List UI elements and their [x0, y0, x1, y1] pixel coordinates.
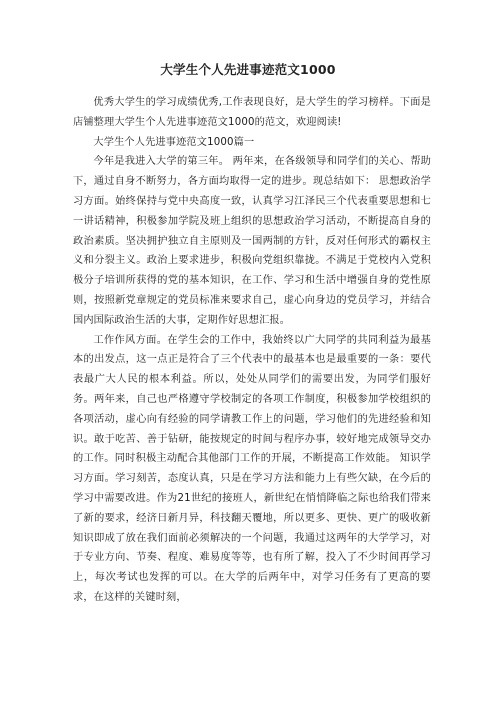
- body-paragraph: 工作作风方面。在学生会的工作中，我始终以广大同学的共同利益为最基本的出发点，这一点正是符合了三个代表中的最基本也是最重要的一条：要代表最广大人民的根本利益。所以，处处从同学们的需要出发，为同学们服好务。两年来，自己也严格遵守学校制定的各项工作制度，积极参加学校组织的各项活动，虚心向有经验的同学请教工作上的问题，学习他们的先进经验和知识。敢于吃苦、善于钻研，能按规定的时间与程序办事，较好地完成领导交办的工作。同时积极主动配合其他部门工作的开展，不断提高工作效能。 知识学习方面。学习刻苦，态度认真，只是在学习方法和能力上有些欠缺，在今后的学习中需要改进。作为21世纪的接班人，新世纪在悄悄降临之际也给我们带来了新的要求，经济日新月异，科技翻天覆地，所以更多、更快、更广的吸收新知识即成了放在我们面前必须解决的一个问题，我通过这两年的大学学习，对于专业方向、节奏、程度、难易度等等，也有所了解，投入了不少时间再学习上，每次考试也发挥的可以。在大学的后两年中，对学习任务有了更高的要求，在这样的关键时刻，: [73, 334, 431, 603]
- document-title: 大学生个人先进事迹范文1000: [160, 62, 336, 77]
- document-body: [73, 93, 431, 608]
- section-heading: 大学生个人先进事迹范文1000篇一: [93, 136, 255, 148]
- intro-paragraph: 优秀大学生的学习成绩优秀,工作表现良好，是大学生的学习榜样。下面是店铺整理大学生个人先进事迹范文1000的范文，欢迎阅读!: [73, 97, 431, 128]
- body-paragraph: 今年是我进入大学的第三年。 两年来，在各级领导和同学们的关心、帮助下，通过自身不断努力，各方面均取得一定的进步。现总结如下： 思想政治学习方面。始终保持与党中央高度一致，认真学习江泽民三个代表重要思想和七一讲话精神，积极参加学院及班上组织的思想政治学习活动，不断提高自身的政治素质。坚决拥护独立自主原则及一国两制的方针，反对任何形式的霸权主义和分裂主义。政治上要求进步，积极向党组织靠拢。不满足于党校内入党积极分子培训所获得的党的基本知识，在工作、学习和生活中增强自身的党性原则，按照新党章规定的党员标准来要求自己，虚心向身边的党员学习，并结合国内国际政治生活的大事，定期作好思想汇报。: [73, 156, 431, 326]
